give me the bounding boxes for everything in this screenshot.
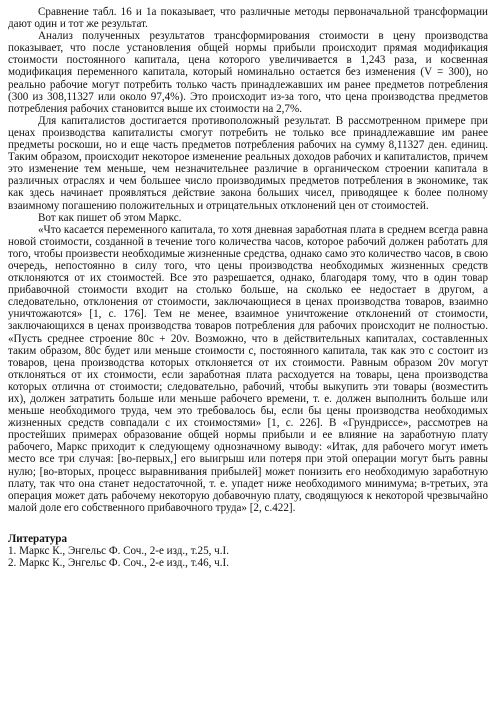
paragraph-analysis: Анализ полученных результатов трансформирования стоимости в цену производства показывает, что после установления общей нормы прибыли происходит прямая модификация стоимости постоянного капитала, цена которого увеличивается в 1,243 раза, и косвенная модификация переменного капитала, который номинально остается без изменения (V = 300), но реально рабочие могут потребить только часть принадлежавших им ранее предметов потребления (300 из 308,11327 или около 97,4%). Это происходит из-за того, что цена производства предметов потребления рабочих становится выше их стоимости на 2,7%. [8,30,488,115]
paragraph-marx-intro: Вот как пишет об этом Маркс. [38,211,182,224]
paragraph-comparison: Сравнение табл. 16 и 1а показывает, что различные методы первоначальной трансформации дают один и тот же результат. [8,6,488,31]
paragraph-marx-quote: «Что касается переменного капитала, то хотя дневная заработная плата в среднем всегда равна новой стоимости, созданной в течение того количества часов, которое рабочий должен работать для того, чтобы произвести необходимые жизненные средства, однако само это количество часов, в свою очередь, непостоянно в силу того, что цены производства необходимых жизненных средств отклоняются от их стоимостей. Все это разрешается, однако, благодаря тому, что в один товар прибавочной стоимости входит на столько больше, на сколько ее недостает в другом, а следовательно, отклонения от стоимости, заключающиеся в ценах производства товаров, взаимно уничтожаются» [1, с. 176]. Тем не менее, взаимное уничтожение отклонений от стоимости, заключающихся в ценах производства товаров потребления для рабочих происходит не полностью. «Пусть среднее строение 80c + 20v. Возможно, что в действительных капиталах, составленных таким образом, 80c будет или меньше стоимости c, постоянного капитала, так как это c состоит из товаров, цена производства которых отклоняется от их стоимости. Равным образом 20v могут отклоняться от их стоимости, если заработная плата расходуется на товары, цена производства которых отлична от стоимости; следовательно, рабочий, чтобы выкупить эти товары (возместить их), должен затратить больше или меньше рабочего времени, т. е. должен выполнить больше или меньше необходимого труда, чем это требовалось бы, если бы цены производства необходимых жизненных средств совпадали с их стоимостями» [1, с. 226]. В «Грундриссе», рассмотрев на простейших примерах образование общей нормы прибыли и ее влияние на заработную плату рабочего, Маркс приходит к следующему однозначному выводу: «Итак, для рабочего могут иметь место все три случая: [во-первых,] его выигрыш или потеря при этой операции могут быть равны нулю; [во-вторых, процесс выравнивания прибылей] может понизить его необходимую заработную плату, так что она станет недостаточной, т. е. упадет ниже необходимого минимума; в-третьих, эта операция может дать рабочему некоторую добавочную плату, сводящуюся к некоторой чрезвычайно малой доле его собственного прибавочного труда» [2, с.422]. [8,223,488,514]
paragraph-capitalists: Для капиталистов достигается противоположный результат. В рассмотренном примере при ценах производства капиталисты смогут потребить не только все принадлежавшие им ранее предметы роскоши, но и еще часть предметов потребления рабочих на сумму 8,11327 ден. единиц. Таким образом, происходит некоторое изменение реальных доходов рабочих и капиталистов, причем это изменение тем меньше, чем незначительнее различие в органическом строении капитала в различных отраслях и чем большее число производимых предметов потребления в экономике, так как здесь начинает проявляться действие закона больших чисел, приводящее к более полному взаимному погашению положительных и отрицательных отклонений цен от стоимостей. [8,114,488,212]
reference-item: 1. Маркс К., Энгельс Ф. Соч., 2-е изд., т.25, ч.I. [8,545,229,558]
reference-item: 2. Маркс К., Энгельс Ф. Соч., 2-е изд., т.46, ч.I. [8,557,229,570]
references-heading: Литература [8,532,68,545]
section-spacer [8,514,488,533]
